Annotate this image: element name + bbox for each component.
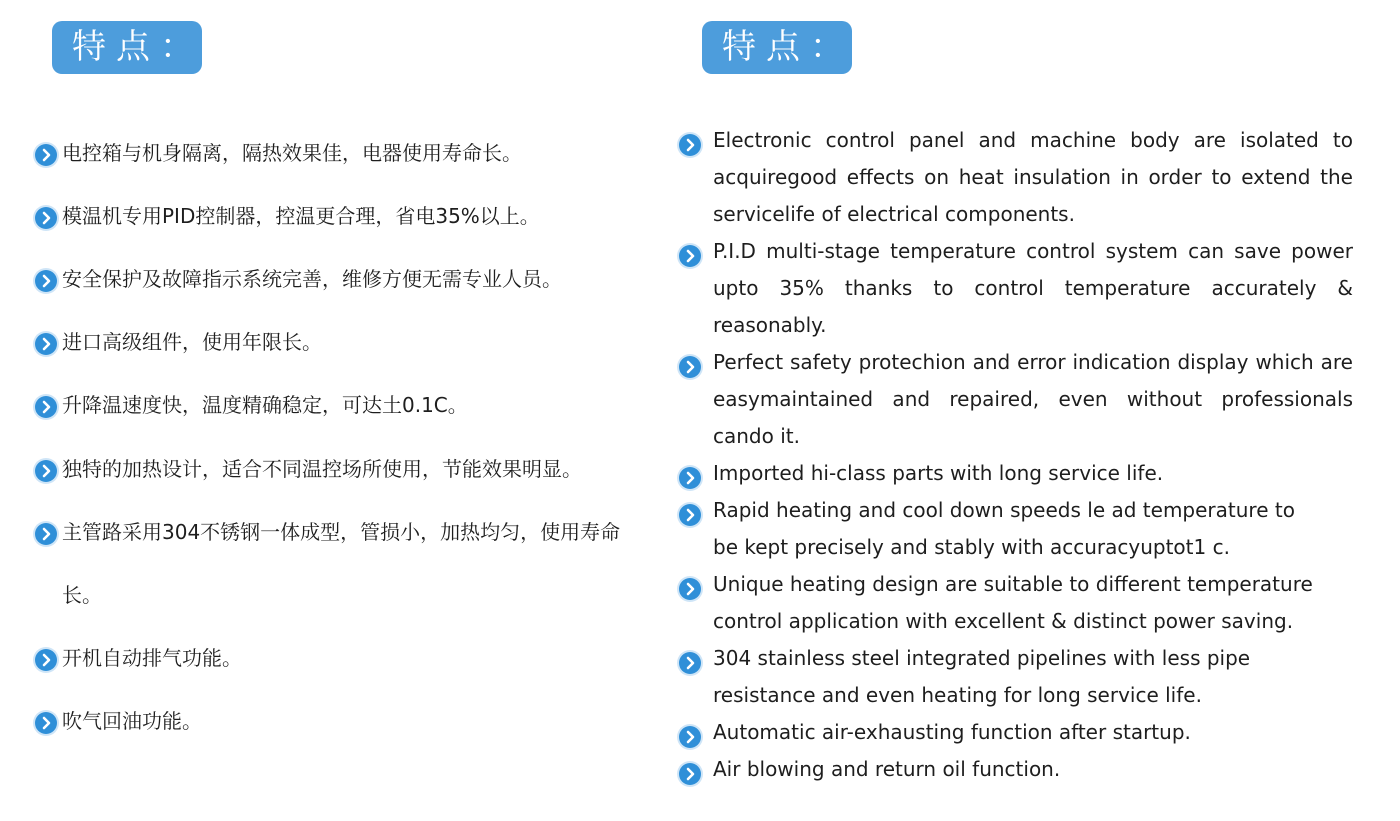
list-item-text: 模温机专用PID控制器，控温更合理，省电35%以上。 — [62, 204, 540, 228]
chevron-right-icon — [35, 270, 57, 292]
list-item — [0, 197, 660, 237]
list-item — [0, 702, 660, 742]
chevron-right-icon — [35, 396, 57, 418]
list-item — [0, 323, 660, 363]
list-item-text: P.I.D multi-stage temperature control system can save power upto 35% thanks to control temperature accurately & reasonably. — [713, 239, 1353, 337]
chevron-right-icon — [679, 763, 701, 785]
list-item-text: Perfect safety protechion and error indication display which are easymaintained and repaired, even without professionals cando it. — [713, 350, 1353, 448]
left-heading-badge: 特点： — [52, 21, 202, 74]
list-item — [0, 260, 660, 300]
chevron-right-icon — [679, 578, 701, 600]
chevron-right-icon — [35, 712, 57, 734]
list-item-text: 吹气回油功能。 — [62, 709, 202, 733]
list-item-text: 进口高级组件，使用年限长。 — [62, 330, 322, 354]
list-item-text: 独特的加热设计，适合不同温控场所使用，节能效果明显。 — [62, 457, 582, 481]
list-item — [0, 639, 660, 679]
list-item — [0, 386, 660, 426]
chevron-right-icon — [679, 134, 701, 156]
chevron-right-icon — [35, 460, 57, 482]
list-item-text: 304 stainless steel integrated pipelines with less pipe resistance and even heating for long service life. — [713, 646, 1251, 707]
chevron-right-icon — [35, 144, 57, 166]
right-heading-badge: 特点： — [702, 21, 852, 74]
list-item-text: Unique heating design are suitable to different temperature control application with excellent & distinct power saving. — [713, 572, 1313, 633]
list-item-text: Imported hi-class parts with long service life. — [713, 461, 1164, 485]
chevron-right-icon — [35, 333, 57, 355]
list-item-text: 升降温速度快，温度精确稳定，可达土0.1C。 — [62, 393, 468, 417]
list-item — [0, 450, 660, 490]
chevron-right-icon — [679, 356, 701, 378]
list-item-text: 电控箱与机身隔离，隔热效果佳，电器使用寿命长。 — [62, 141, 522, 165]
list-item-text: Electronic control panel and machine body are isolated to acquiregood effects on heat insulation in order to extend the servicelife of electrical components. — [713, 128, 1353, 226]
chevron-right-icon — [35, 649, 57, 671]
list-item-text: 安全保护及故障指示系统完善，维修方便无需专业人员。 — [62, 267, 562, 291]
list-item-text: Rapid heating and cool down speeds le ad temperature to be kept precisely and stably with accuracyuptot1 c. — [713, 498, 1295, 559]
list-item — [0, 134, 660, 174]
chevron-right-icon — [35, 523, 57, 545]
list-item-text: 主管路采用304不锈钢一体成型，管损小，加热均匀，使用寿命长。 — [62, 520, 621, 607]
list-item-text: Air blowing and return oil function. — [713, 757, 1061, 781]
chevron-right-icon — [679, 504, 701, 526]
chevron-right-icon — [35, 207, 57, 229]
chevron-right-icon — [679, 245, 701, 267]
list-item — [0, 513, 660, 607]
chevron-right-icon — [679, 652, 701, 674]
list-item-text: Automatic air-exhausting function after startup. — [713, 720, 1191, 744]
chevron-right-icon — [679, 467, 701, 489]
chevron-right-icon — [679, 726, 701, 748]
list-item-text: 开机自动排气功能。 — [62, 646, 242, 670]
